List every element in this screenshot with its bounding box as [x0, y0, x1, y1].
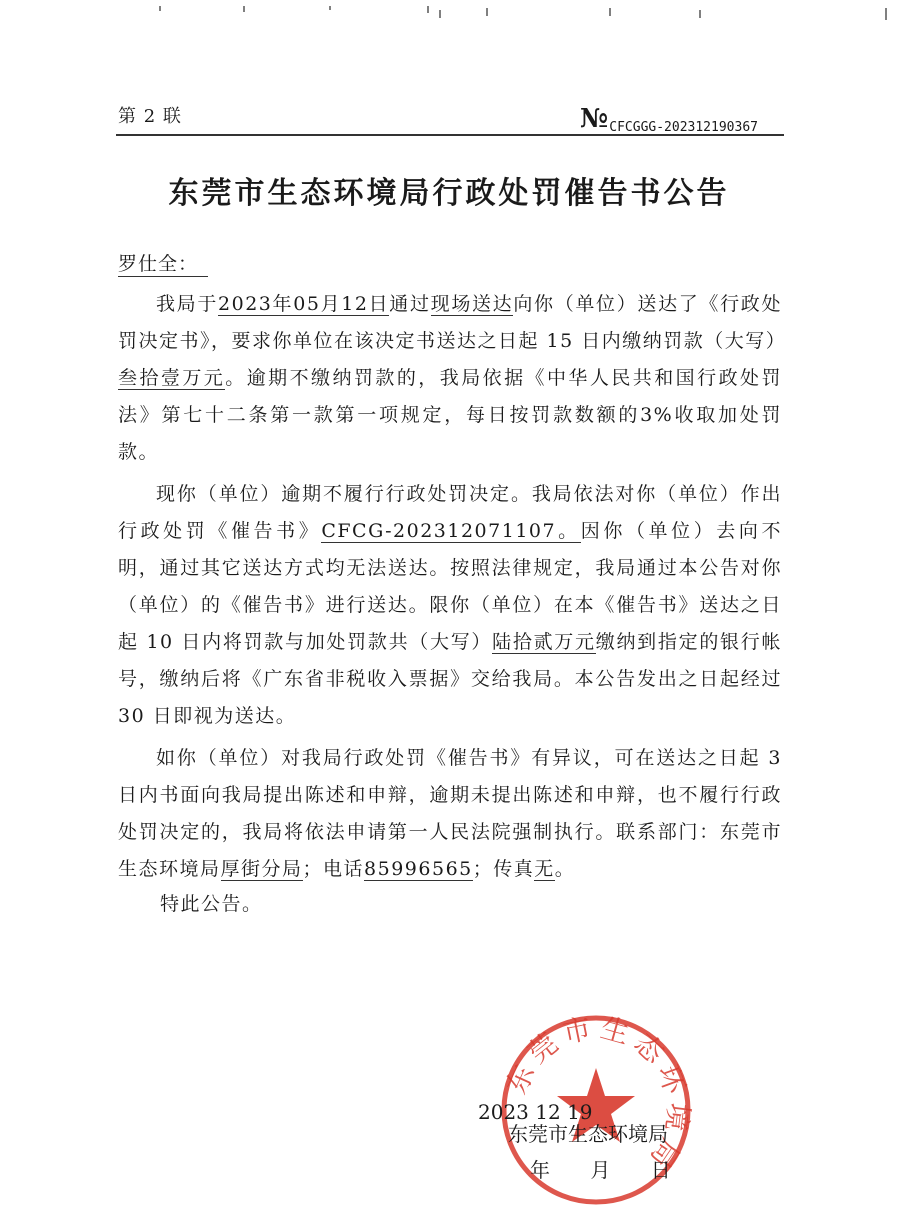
reminder-reference-number: CFCG-202312071107。	[321, 520, 581, 542]
service-date: 2023年05月12日	[218, 293, 390, 315]
document-number	[580, 104, 758, 134]
recipient-name: 罗仕全：	[118, 249, 208, 277]
contact-department: 厚街分局	[220, 858, 303, 880]
paragraph-3: 如你（单位）对我局行政处罚《催告书》有异议，可在送达之日起 3 日内书面向我局提出陈述和申辩，逾期未提出陈述和申辩，也不履行行政处罚决定的，我局将依法申请第一人民法院强制执行。联系部门：东莞市生态环境局厚街分局；电话85996565；传真无。	[118, 747, 782, 880]
document-title: 东莞市生态环境局行政处罚催告书公告	[168, 176, 730, 211]
contact-fax: 无	[534, 858, 555, 880]
closing-remark: 特此公告。	[160, 893, 263, 915]
paragraph-1: 我局于2023年05月12日通过现场送达向你（单位）送达了《行政处罚决定书》，要求你单位在该决定书送达之日起 15 日内缴纳罚款（大写）叁拾壹万元。逾期不缴纳罚款的，我局依据《中华人民共和国行政处罚法》第七十二条第一款第一项规定，每日按罚款数额的3%收取加处罚款。	[118, 293, 787, 463]
scan-artifact-marks	[0, 0, 898, 30]
contact-phone: 85996565	[364, 858, 473, 880]
notice-body	[118, 286, 787, 888]
fine-amount: 叁拾壹万元	[118, 367, 226, 389]
paragraph-2: 现你（单位）逾期不履行行政处罚决定。我局依法对你（单位）作出行政处罚《催告书》CFCG-202312071107。因你（单位）去向不明，通过其它送达方式均无法送达。按照法律规定，我局通过本公告对你（单位）的《催告书》进行送达。限你（单位）在本《催告书》送达之日起 10 日内将罚款与加处罚款共（大写）陆拾贰万元缴纳到指定的银行帐号，缴纳后将《广东省非税收入票据》交给我局。本公告发出之日起经过 30 日即视为送达。	[118, 483, 782, 727]
total-amount: 陆拾贰万元	[492, 631, 596, 653]
header-rule	[116, 134, 784, 136]
service-method: 现场送达	[430, 293, 514, 315]
copy-label: 第 2 联	[118, 106, 182, 127]
signature-date: 2023 12 19	[478, 1100, 593, 1124]
signature-date-labels: 年 月 日	[530, 1158, 671, 1182]
signature-office: 东莞市生态环境局	[508, 1122, 668, 1146]
svg-text:东莞市生态环境局: 东莞市生态环境局	[501, 1012, 694, 1178]
document-number-value: CFCGGG-202312190367	[609, 120, 758, 135]
numero-sign: №	[580, 104, 608, 134]
